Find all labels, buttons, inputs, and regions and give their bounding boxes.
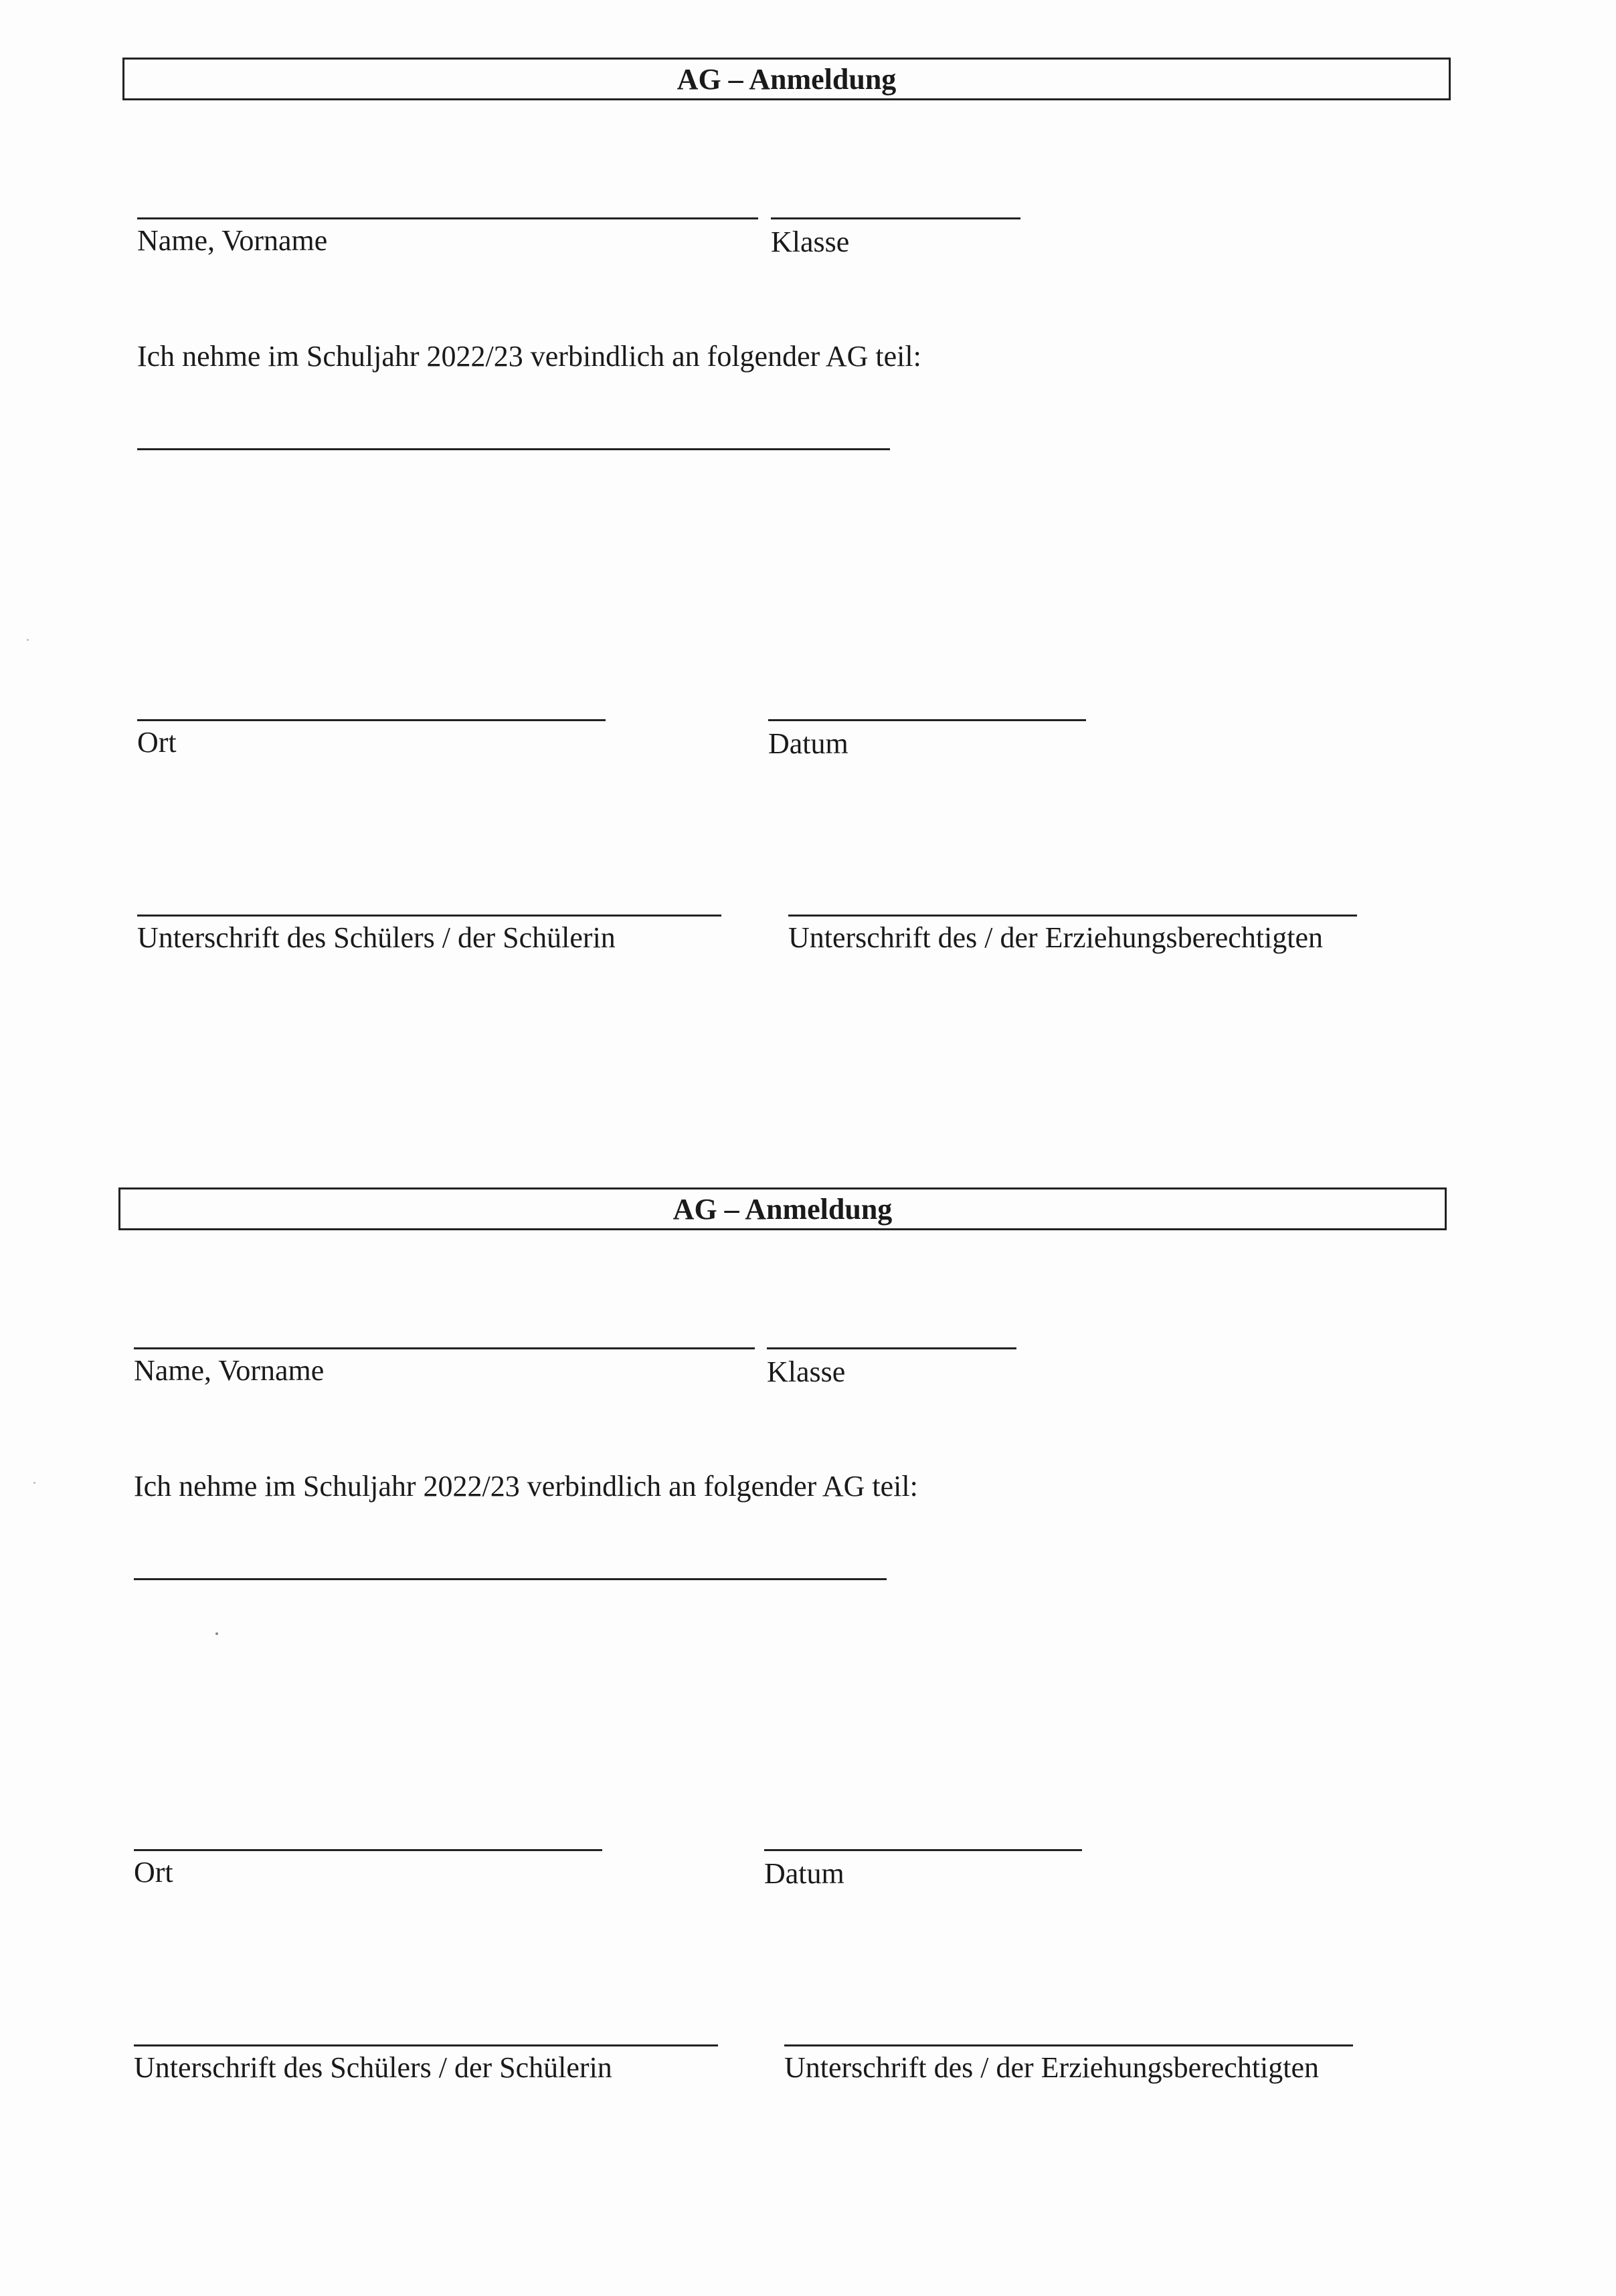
registration-form-1	[0, 0, 1616, 1070]
place-label: Ort	[137, 726, 177, 759]
student-signature-label: Unterschrift des Schülers / der Schülerin	[134, 2051, 612, 2084]
place-field-line[interactable]	[137, 719, 606, 721]
registration-form-2	[0, 1130, 1616, 2200]
date-label: Datum	[768, 727, 848, 760]
guardian-signature-line[interactable]	[788, 915, 1357, 917]
ag-field-line[interactable]	[137, 448, 890, 450]
student-signature-line[interactable]	[137, 915, 721, 917]
class-field-line[interactable]	[767, 1347, 1016, 1349]
statement-text: Ich nehme im Schuljahr 2022/23 verbindlich an folgender AG teil:	[134, 1470, 918, 1503]
date-label: Datum	[764, 1857, 844, 1890]
guardian-signature-label: Unterschrift des / der Erziehungsberechtigten	[784, 2051, 1320, 2084]
scan-speck	[215, 1632, 218, 1635]
guardian-signature-label: Unterschrift des / der Erziehungsberechtigten	[788, 921, 1324, 954]
guardian-signature-line[interactable]	[784, 2044, 1353, 2046]
name-field-line[interactable]	[134, 1347, 755, 1349]
form-title: AG – Anmeldung	[122, 58, 1451, 100]
place-label: Ort	[134, 1856, 173, 1889]
ag-field-line[interactable]	[134, 1578, 887, 1580]
student-signature-label: Unterschrift des Schülers / der Schülerin	[137, 921, 616, 954]
name-label: Name, Vorname	[137, 224, 328, 257]
name-field-line[interactable]	[137, 217, 758, 219]
date-field-line[interactable]	[764, 1849, 1082, 1851]
name-label: Name, Vorname	[134, 1354, 325, 1387]
scan-speck	[33, 1482, 35, 1484]
class-field-line[interactable]	[771, 217, 1020, 219]
scan-speck	[27, 639, 29, 641]
place-field-line[interactable]	[134, 1849, 602, 1851]
form-title: AG – Anmeldung	[118, 1187, 1447, 1230]
date-field-line[interactable]	[768, 719, 1086, 721]
statement-text: Ich nehme im Schuljahr 2022/23 verbindlich an folgender AG teil:	[137, 340, 921, 373]
class-label: Klasse	[771, 225, 850, 258]
student-signature-line[interactable]	[134, 2044, 718, 2046]
class-label: Klasse	[767, 1355, 846, 1388]
